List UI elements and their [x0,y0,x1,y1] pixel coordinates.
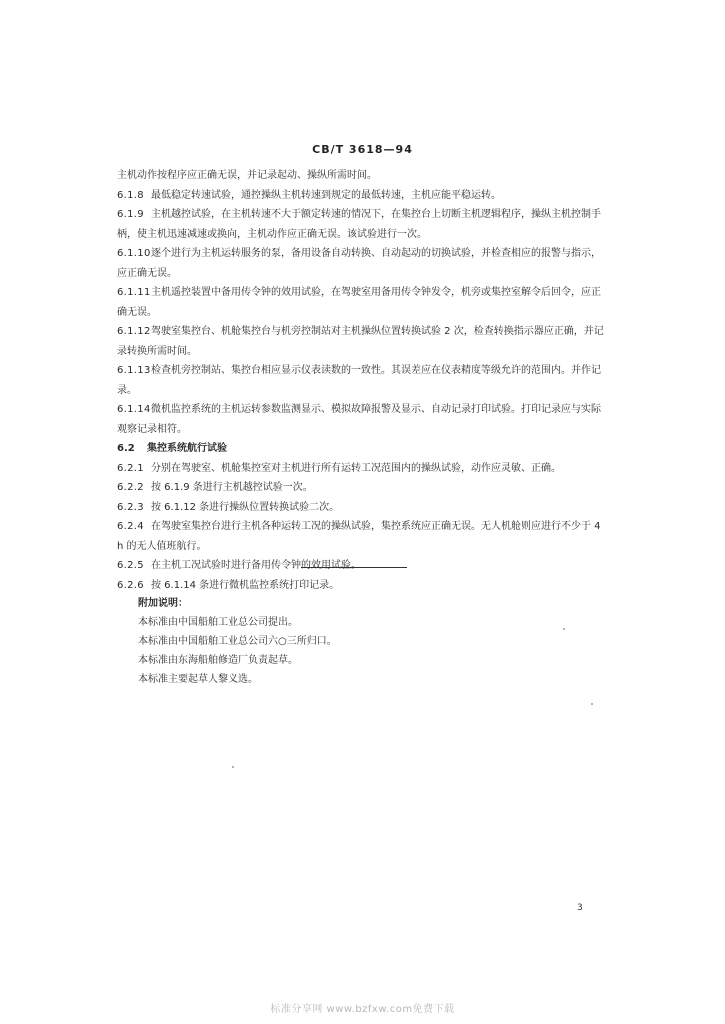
clause-number: 6.1.13 [117,365,151,376]
clause-text: 逐个进行为主机运转服务的泵，备用设备自动转换、自动起动的切换试验，并检查相应的报警与指示，应正确无误。 [117,248,601,279]
section-number: 6.2 [117,443,135,454]
note-line: 本标准由东海船舶修造厂负责起草。 [138,655,298,666]
clause-number: 6.2.3 [117,501,144,513]
clause-number: 6.1.14 [117,404,151,415]
clause-number: 6.2.1 [117,462,144,474]
clause-text: 按 6.1.9 条进行主机越控试验一次。 [151,482,313,493]
clause-6-2-4 [117,517,607,556]
clause-text: 在主机工况试验时进行备用传令钟的效用试验。 [151,560,361,571]
clause-6-1-14 [117,400,607,439]
clause-number: 6.2.6 [117,579,144,591]
clause-text: 检查机旁控制站、集控台相应显示仪表读数的一致性。其误差应在仪表精度等级允许的范围内。并作记录。 [117,365,601,396]
additional-notes [138,594,498,689]
clause-number: 6.2.5 [117,560,144,571]
notes-title: 附加说明： [138,598,188,609]
standard-code-header: CB/T 3618—94 [312,143,413,156]
clause-text: 主机动作按程序应正确无误，并记录起动、操纵所需时间。 [117,170,377,181]
clause-number: 6.2.2 [117,482,144,493]
scan-speck [232,766,234,768]
scan-speck [563,628,565,630]
note-line: 本标准主要起草人黎义选。 [138,674,258,685]
clause-6-2-6 [117,576,607,596]
site-watermark: 标准分享网 www.bzfxw.com免费下载 [270,1004,455,1015]
clause-number: 6.1.11 [117,287,151,298]
clause-number: 6.1.9 [117,209,144,220]
page-number: 3 [577,903,583,913]
clause-6-1-9 [117,205,607,244]
clause-number: 6.1.12 [117,326,151,337]
scan-speck [591,703,593,705]
clause-6-2-3 [117,498,607,518]
clause-text: 分别在驾驶室、机舱集控室对主机进行所有运转工况范围内的操纵试验，动作应灵敏、正确。 [151,462,561,474]
clause-text: 微机监控系统的主机运转参数监测显示、模拟故障报警及显示、自动记录打印试验。打印记录应与实际观察记录相符。 [117,404,601,435]
clause-number: 6.1.10 [117,248,151,259]
clause-6-2-5 [117,556,607,576]
clause-number: 6.2.4 [117,521,144,532]
clause-text: 驾驶室集控台、机舱集控台与机旁控制站对主机操纵位置转换试验 2 次，检查转换指示器应正确，并记录转换所需时间。 [117,326,604,357]
clause-continuation [117,166,607,186]
section-title: 集控系统航行试验 [147,443,227,454]
clause-6-2-2 [117,478,607,498]
clause-text: 按 6.1.12 条进行操纵位置转换试验二次。 [151,501,340,513]
clause-number: 6.1.8 [117,189,144,201]
clause-text: 按 6.1.14 条进行微机监控系统打印记录。 [151,579,340,591]
clause-text: 主机越控试验，在主机转速不大于额定转速的情况下，在集控台上切断主机逻辑程序，操纵主机控制手柄，使主机迅速减速或换向，主机动作应正确无误。该试验进行一次。 [117,209,601,240]
section-heading-6-2 [117,439,607,459]
note-line: 本标准由中国船舶工业总公司六○三所归口。 [138,636,337,647]
clause-6-1-13 [117,361,607,400]
document-body [117,166,607,595]
clause-6-2-1 [117,459,607,479]
clause-text: 在驾驶室集控台进行主机各种运转工况的操纵试验，集控系统应正确无误。无人机舱则应进行不少于 4 h 的无人值班航行。 [117,521,601,552]
clause-6-1-12 [117,322,607,361]
note-line: 本标准由中国船舶工业总公司提出。 [138,617,298,628]
clause-text: 最低稳定转速试验，通控操纵主机转速到规定的最低转速，主机应能平稳运转。 [151,189,501,201]
clause-6-1-8 [117,186,607,206]
end-of-text-divider [301,567,407,568]
clause-text: 主机遥控装置中备用传令钟的效用试验，在驾驶室用备用传令钟发令，机旁或集控室解令后回令，应正确无误。 [117,287,601,318]
clause-6-1-10 [117,244,607,283]
clause-6-1-11 [117,283,607,322]
